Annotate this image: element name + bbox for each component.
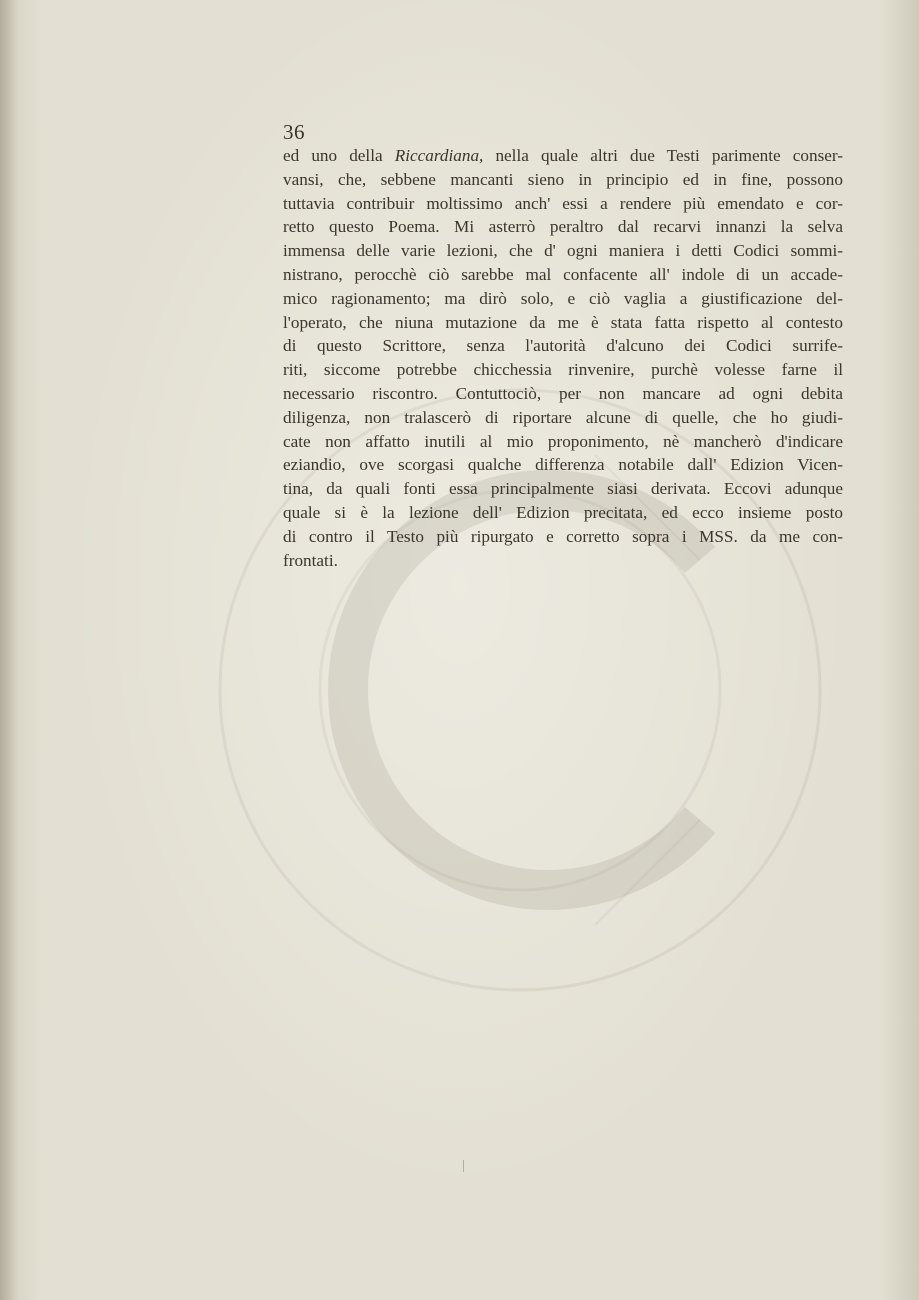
text-line: nistrano, perocchè ciò sarebbe mal confacente all' indole di un accade- (283, 264, 843, 284)
text-line: diligenza, non tralascerò di riportare alcune di quelle, che ho giudi- (283, 407, 843, 427)
text-line: l'operato, che niuna mutazione da me è stata fatta rispetto al contesto (283, 312, 843, 332)
text-line: ed uno della Riccardiana, nella quale altri due Testi parimente conser- (283, 146, 843, 165)
text-line: vansi, che, sebbene mancanti sieno in principio ed in fine, possono (283, 169, 843, 189)
text-line: retto questo Poema. Mi asterrò peraltro dal recarvi innanzi la selva (283, 217, 843, 237)
binding-mark (463, 1160, 464, 1172)
page-edge-shadow (0, 0, 18, 1300)
text-line: riti, siccome potrebbe chicchessia rinvenire, purchè volesse farne il (283, 360, 843, 380)
body-text (283, 144, 843, 572)
text-line: quale si è la lezione dell' Edizion precitata, ed ecco insieme posto (283, 502, 843, 522)
text-line: di contro il Testo più ripurgato e corretto sopra i MSS. da me con- (283, 526, 843, 546)
text-line: cate non affatto inutili al mio proponimento, nè mancherò d'indicare (283, 431, 843, 451)
page-number: 36 (283, 120, 305, 144)
text-line: necessario riscontro. Contuttociò, per non mancare ad ogni debita (283, 383, 843, 403)
text-line: frontati. (283, 550, 338, 570)
text-line: eziandio, ove scorgasi qualche differenza notabile dall' Edizion Vicen- (283, 455, 843, 475)
italic-term: Riccardiana, (394, 146, 484, 165)
text-line: mico ragionamento; ma dirò solo, e ciò vaglia a giustificazione del- (283, 288, 843, 308)
text-line: tina, da quali fonti essa principalmente siasi derivata. Eccovi adunque (283, 479, 843, 499)
text-line: tuttavia contribuir moltissimo anch' essi a rendere più emendato e cor- (283, 193, 843, 213)
text-line: di questo Scrittore, senza l'autorità d'alcuno dei Codici surrife- (283, 336, 843, 356)
text-line: immensa delle varie lezioni, che d' ogni maniera i detti Codici sommi- (283, 241, 843, 261)
